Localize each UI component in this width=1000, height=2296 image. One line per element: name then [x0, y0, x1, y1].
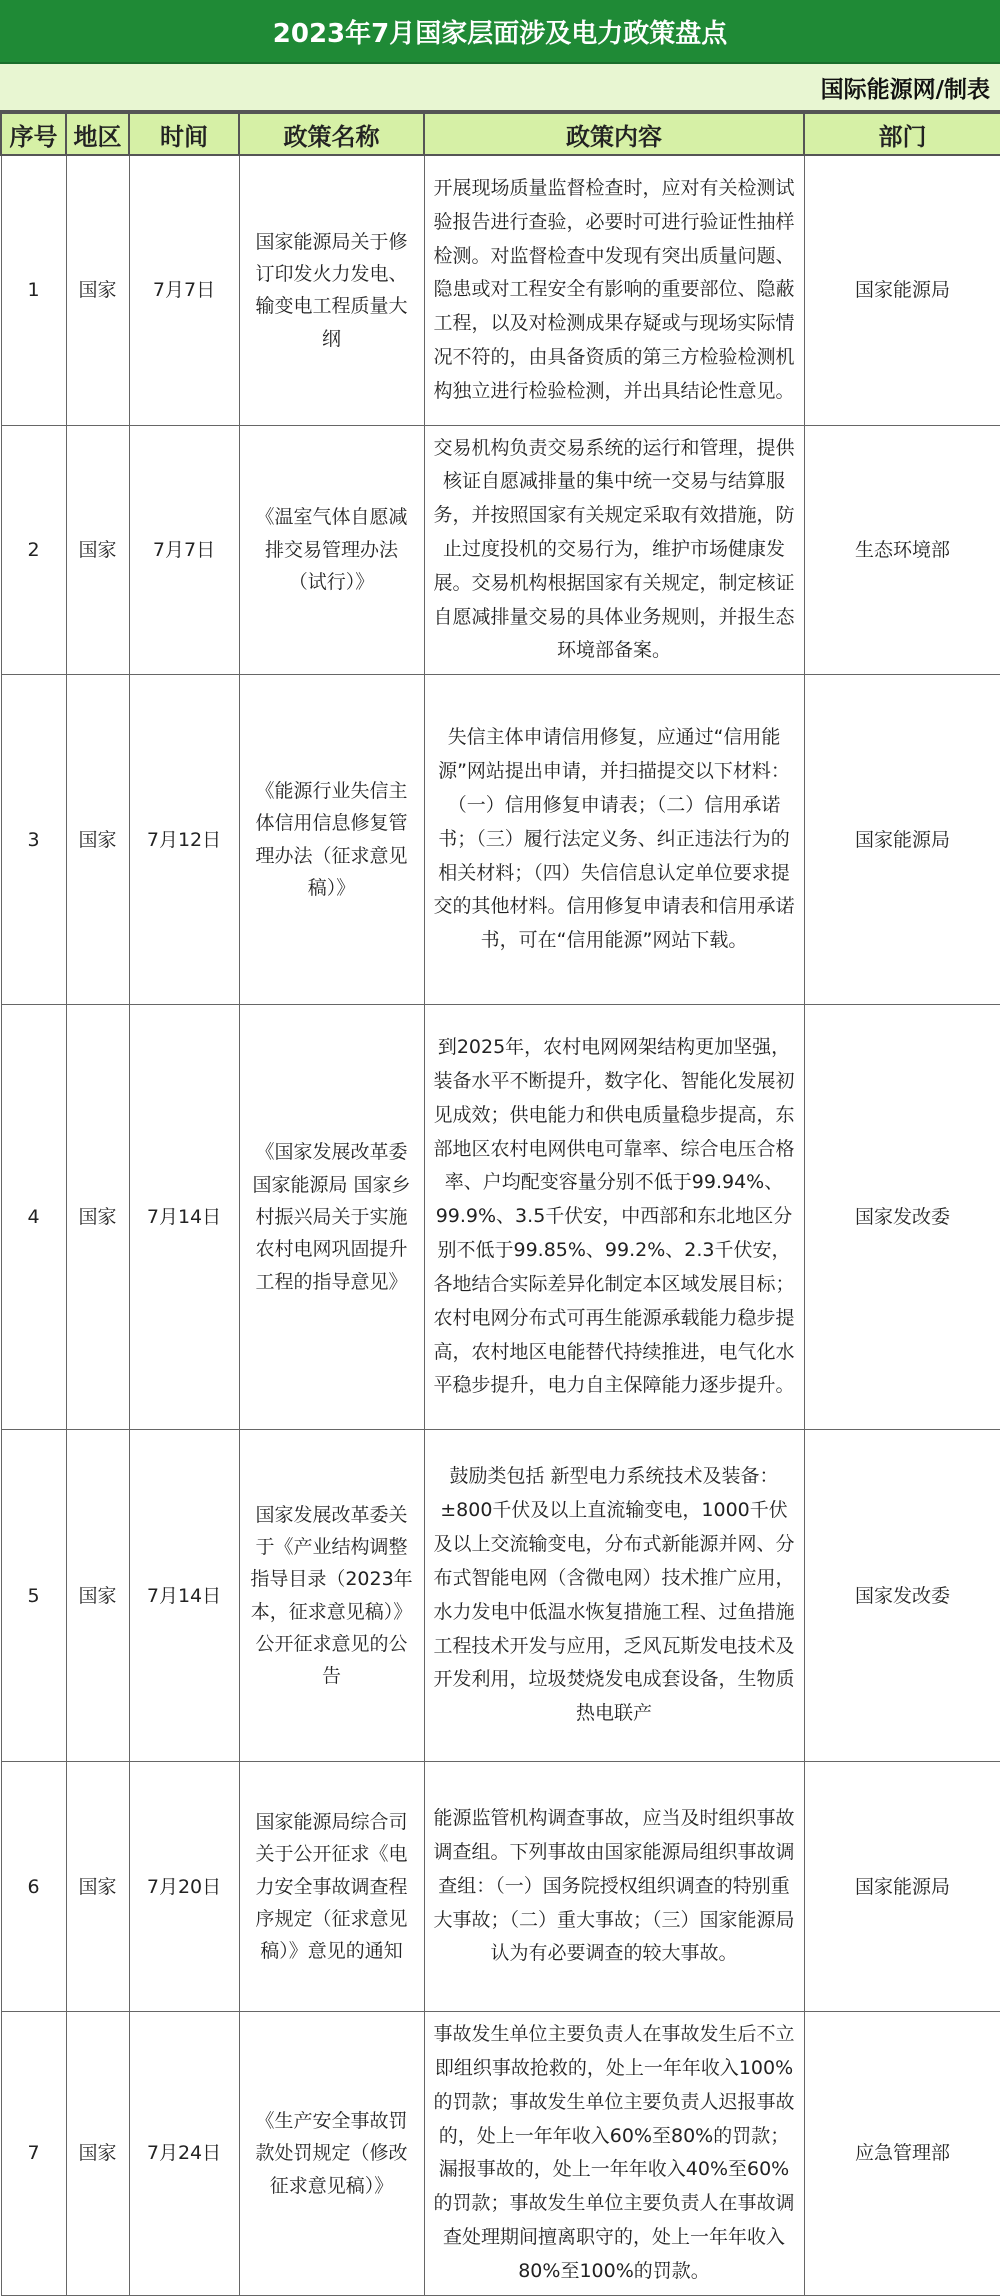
row-region: 国家: [66, 675, 129, 1005]
row-department: 国家能源局: [804, 675, 1000, 1005]
row-no: 3: [1, 675, 66, 1005]
row-policy-content: 事故发生单位主要负责人在事故发生后不立即组织事故抢救的，处上一年年收入100%的罚款；事故发生单位主要负责人迟报事故的，处上一年年收入60%至80%的罚款；漏报事故的，处上一年年收入40%至60%的罚款；事故发生单位主要负责人在事故调查处理期间擅离职守的，处上一年年收入80%至100%的罚款。: [424, 2012, 804, 2296]
row-region: 国家: [66, 1430, 129, 1762]
table-row: [1, 2012, 1000, 2296]
row-policy-content: 交易机构负责交易系统的运行和管理，提供核证自愿减排量的集中统一交易与结算服务，并按照国家有关规定采取有效措施，防止过度投机的交易行为，维护市场健康发展。交易机构根据国家有关规定，制定核证自愿减排量交易的具体业务规则，并报生态环境部备案。: [424, 425, 804, 675]
row-region: 国家: [66, 1762, 129, 2012]
row-department: 应急管理部: [804, 2012, 1000, 2296]
row-department: 国家发改委: [804, 1005, 1000, 1430]
row-policy-content: 失信主体申请信用修复，应通过“信用能源”网站提出申请，并扫描提交以下材料：（一）信用修复申请表；（二）信用承诺书；（三）履行法定义务、纠正违法行为的相关材料；（四）失信信息认定单位要求提交的其他材料。信用修复申请表和信用承诺书，可在“信用能源”网站下载。: [424, 675, 804, 1005]
row-policy-content: 能源监管机构调查事故，应当及时组织事故调查组。下列事故由国家能源局组织事故调查组：（一）国务院授权组织调查的特别重大事故；（二）重大事故；（三）国家能源局认为有必要调查的较大事故。: [424, 1762, 804, 2012]
row-no: 6: [1, 1762, 66, 2012]
table-row: [1, 1430, 1000, 1762]
table-row: [1, 675, 1000, 1005]
row-no: 2: [1, 425, 66, 675]
row-policy-name: 国家发展改革委关于《产业结构调整指导目录（2023年本，征求意见稿）》公开征求意见的公告: [239, 1430, 424, 1762]
header-region: 地区: [66, 113, 129, 155]
row-date: 7月24日: [129, 2012, 239, 2296]
row-date: 7月14日: [129, 1430, 239, 1762]
header-department: 部门: [804, 113, 1000, 155]
header-policy-content: 政策内容: [424, 113, 804, 155]
header-row: [1, 113, 1000, 155]
header-no: 序号: [1, 113, 66, 155]
row-date: 7月7日: [129, 425, 239, 675]
table-row: [1, 1762, 1000, 2012]
row-policy-content: 鼓励类包括 新型电力系统技术及装备：±800千伏及以上直流输变电，1000千伏及以上交流输变电，分布式新能源并网、分布式智能电网（含微电网）技术推广应用，水力发电中低温水恢复措施工程、过鱼措施工程技术开发与应用，乏风瓦斯发电技术及开发利用，垃圾焚烧发电成套设备，生物质热电联产: [424, 1430, 804, 1762]
row-region: 国家: [66, 1005, 129, 1430]
row-region: 国家: [66, 425, 129, 675]
row-date: 7月20日: [129, 1762, 239, 2012]
table-row: [1, 1005, 1000, 1430]
row-policy-name: 国家能源局关于修订印发火力发电、输变电工程质量大纲: [239, 155, 424, 425]
row-policy-name: 《国家发展改革委 国家能源局 国家乡村振兴局关于实施农村电网巩固提升工程的指导意见》: [239, 1005, 424, 1430]
row-policy-content: 开展现场质量监督检查时，应对有关检测试验报告进行查验，必要时可进行验证性抽样检测。对监督检查中发现有突出质量问题、隐患或对工程安全有影响的重要部位、隐蔽工程，以及对检测成果存疑或与现场实际情况不符的，由具备资质的第三方检验检测机构独立进行检验检测，并出具结论性意见。: [424, 155, 804, 425]
row-date: 7月14日: [129, 1005, 239, 1430]
row-no: 7: [1, 2012, 66, 2296]
policy-table: [0, 112, 1000, 2296]
row-no: 1: [1, 155, 66, 425]
row-policy-name: 《能源行业失信主体信用信息修复管理办法（征求意见稿）》: [239, 675, 424, 1005]
row-policy-content: 到2025年，农村电网网架结构更加坚强，装备水平不断提升，数字化、智能化发展初见成效；供电能力和供电质量稳步提高，东部地区农村电网供电可靠率、综合电压合格率、户均配变容量分别不低于99.94%、99.9%、3.5千伏安，中西部和东北地区分别不低于99.85%、99.2%、2.3千伏安，各地结合实际差异化制定本区域发展目标；农村电网分布式可再生能源承载能力稳步提高，农村地区电能替代持续推进，电气化水平稳步提升，电力自主保障能力逐步提升。: [424, 1005, 804, 1430]
header-date: 时间: [129, 113, 239, 155]
row-no: 4: [1, 1005, 66, 1430]
row-policy-name: 《温室气体自愿减排交易管理办法（试行）》: [239, 425, 424, 675]
row-department: 国家发改委: [804, 1430, 1000, 1762]
table-title: 2023年7月国家层面涉及电力政策盘点: [0, 0, 1000, 64]
row-policy-name: 国家能源局综合司关于公开征求《电力安全事故调查程序规定（征求意见稿）》意见的通知: [239, 1762, 424, 2012]
row-department: 国家能源局: [804, 1762, 1000, 2012]
row-date: 7月7日: [129, 155, 239, 425]
row-policy-name: 《生产安全事故罚款处罚规定（修改征求意见稿）》: [239, 2012, 424, 2296]
header-policy-name: 政策名称: [239, 113, 424, 155]
row-department: 国家能源局: [804, 155, 1000, 425]
source-credit: 国际能源网/制表: [0, 64, 1000, 112]
table-row: [1, 425, 1000, 675]
row-no: 5: [1, 1430, 66, 1762]
row-region: 国家: [66, 155, 129, 425]
row-department: 生态环境部: [804, 425, 1000, 675]
table-row: [1, 155, 1000, 425]
row-region: 国家: [66, 2012, 129, 2296]
row-date: 7月12日: [129, 675, 239, 1005]
